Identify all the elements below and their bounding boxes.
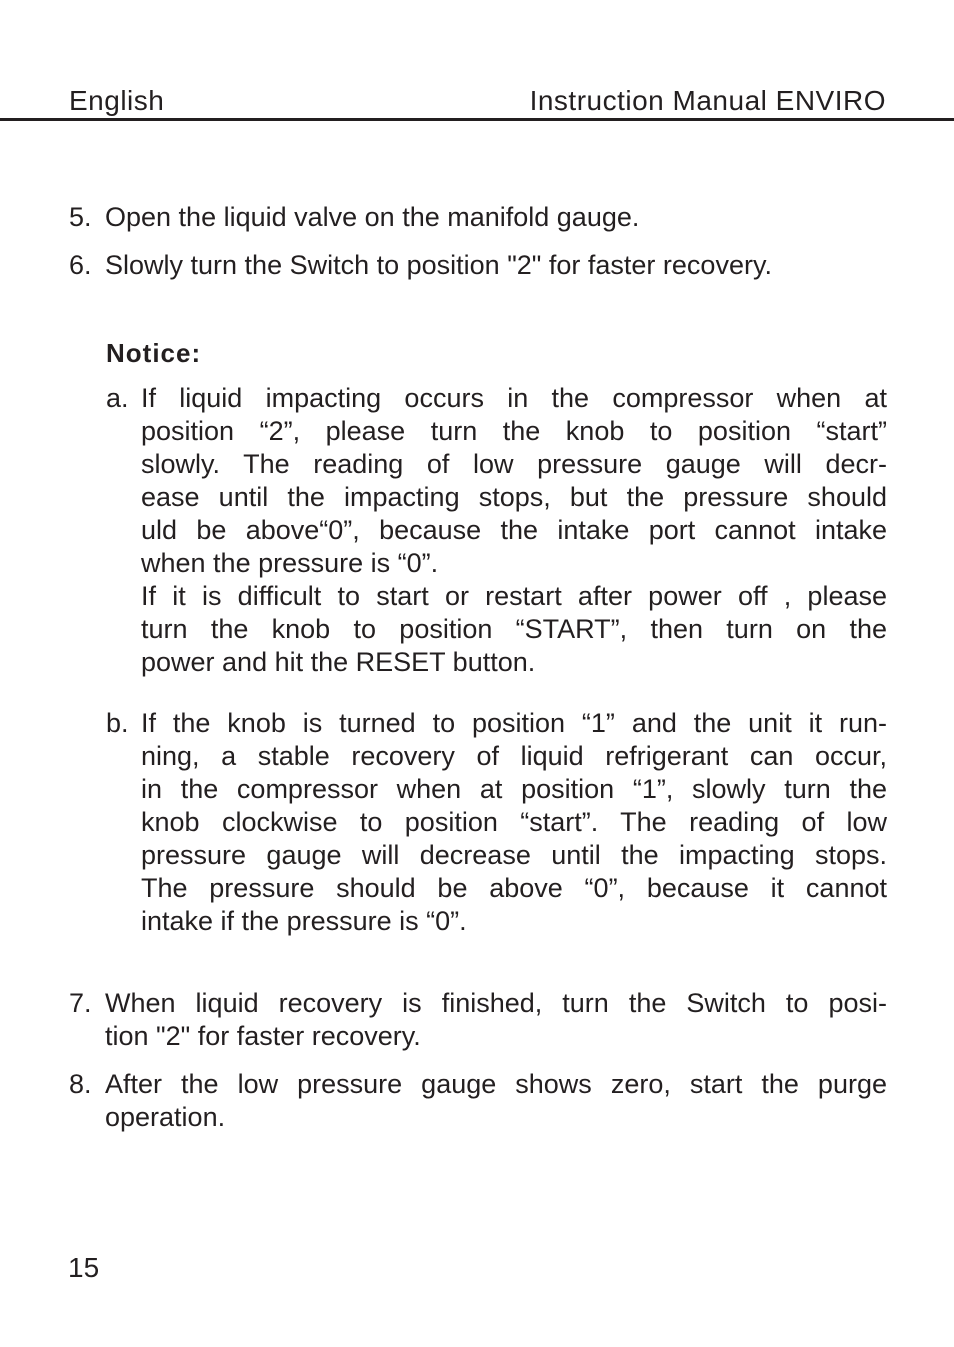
header-language: English (69, 85, 165, 116)
notice-line: If liquid impacting occurs in the compressor when at (141, 383, 887, 413)
step-line: After the low pressure gauge shows zero, start the purge (105, 1069, 887, 1099)
notice-marker: b. (106, 708, 129, 738)
notice-line: turn the knob to position “START”, then turn on the (141, 614, 887, 644)
page-number: 15 (68, 1252, 100, 1283)
notice-line: If it is difficult to start or restart after power off , please (141, 581, 887, 611)
step-number: 6. (69, 250, 92, 280)
notice-line: If the knob is turned to position “1” and the unit it run- (141, 708, 887, 738)
step-line: tion "2" for faster recovery. (105, 1021, 421, 1051)
notice-line: when the pressure is “0”. (141, 548, 439, 578)
notice-line: slowly. The reading of low pressure gauge will decr- (141, 449, 887, 479)
notice-line: pressure gauge will decrease until the impacting stops. (141, 840, 887, 870)
notice-title: Notice: (106, 338, 202, 368)
step-line: Slowly turn the Switch to position "2" for faster recovery. (105, 250, 772, 280)
step-number: 8. (69, 1069, 92, 1099)
step-line: When liquid recovery is finished, turn the Switch to posi- (105, 988, 887, 1018)
notice-line: ning, a stable recovery of liquid refrigerant can occur, (141, 741, 887, 771)
notice-line: ease until the impacting stops, but the pressure should (141, 482, 887, 512)
notice-line: position “2”, please turn the knob to position “start” (141, 416, 887, 446)
notice-marker: a. (106, 383, 129, 413)
notice-line: power and hit the RESET button. (141, 647, 536, 677)
notice-text (141, 382, 887, 679)
step-line: Open the liquid valve on the manifold gauge. (105, 202, 640, 232)
header-divider (0, 118, 954, 121)
notice-line: uld be above“0”, because the intake port cannot intake (141, 515, 887, 545)
notice-line: The pressure should be above “0”, because it cannot (141, 873, 887, 903)
notice-line: intake if the pressure is “0”. (141, 906, 467, 936)
notice-line: knob clockwise to position “start”. The reading of low (141, 807, 887, 837)
step-number: 5. (69, 202, 92, 232)
step-text (105, 987, 887, 1053)
step-text (105, 201, 887, 234)
notice-line: in the compressor when at position “1”, slowly turn the (141, 774, 887, 804)
step-number: 7. (69, 988, 92, 1018)
notice-text (141, 707, 887, 938)
step-line: operation. (105, 1102, 226, 1132)
step-text (105, 249, 887, 282)
header-manual-title: Instruction Manual ENVIRO (529, 85, 886, 116)
step-text (105, 1068, 887, 1134)
